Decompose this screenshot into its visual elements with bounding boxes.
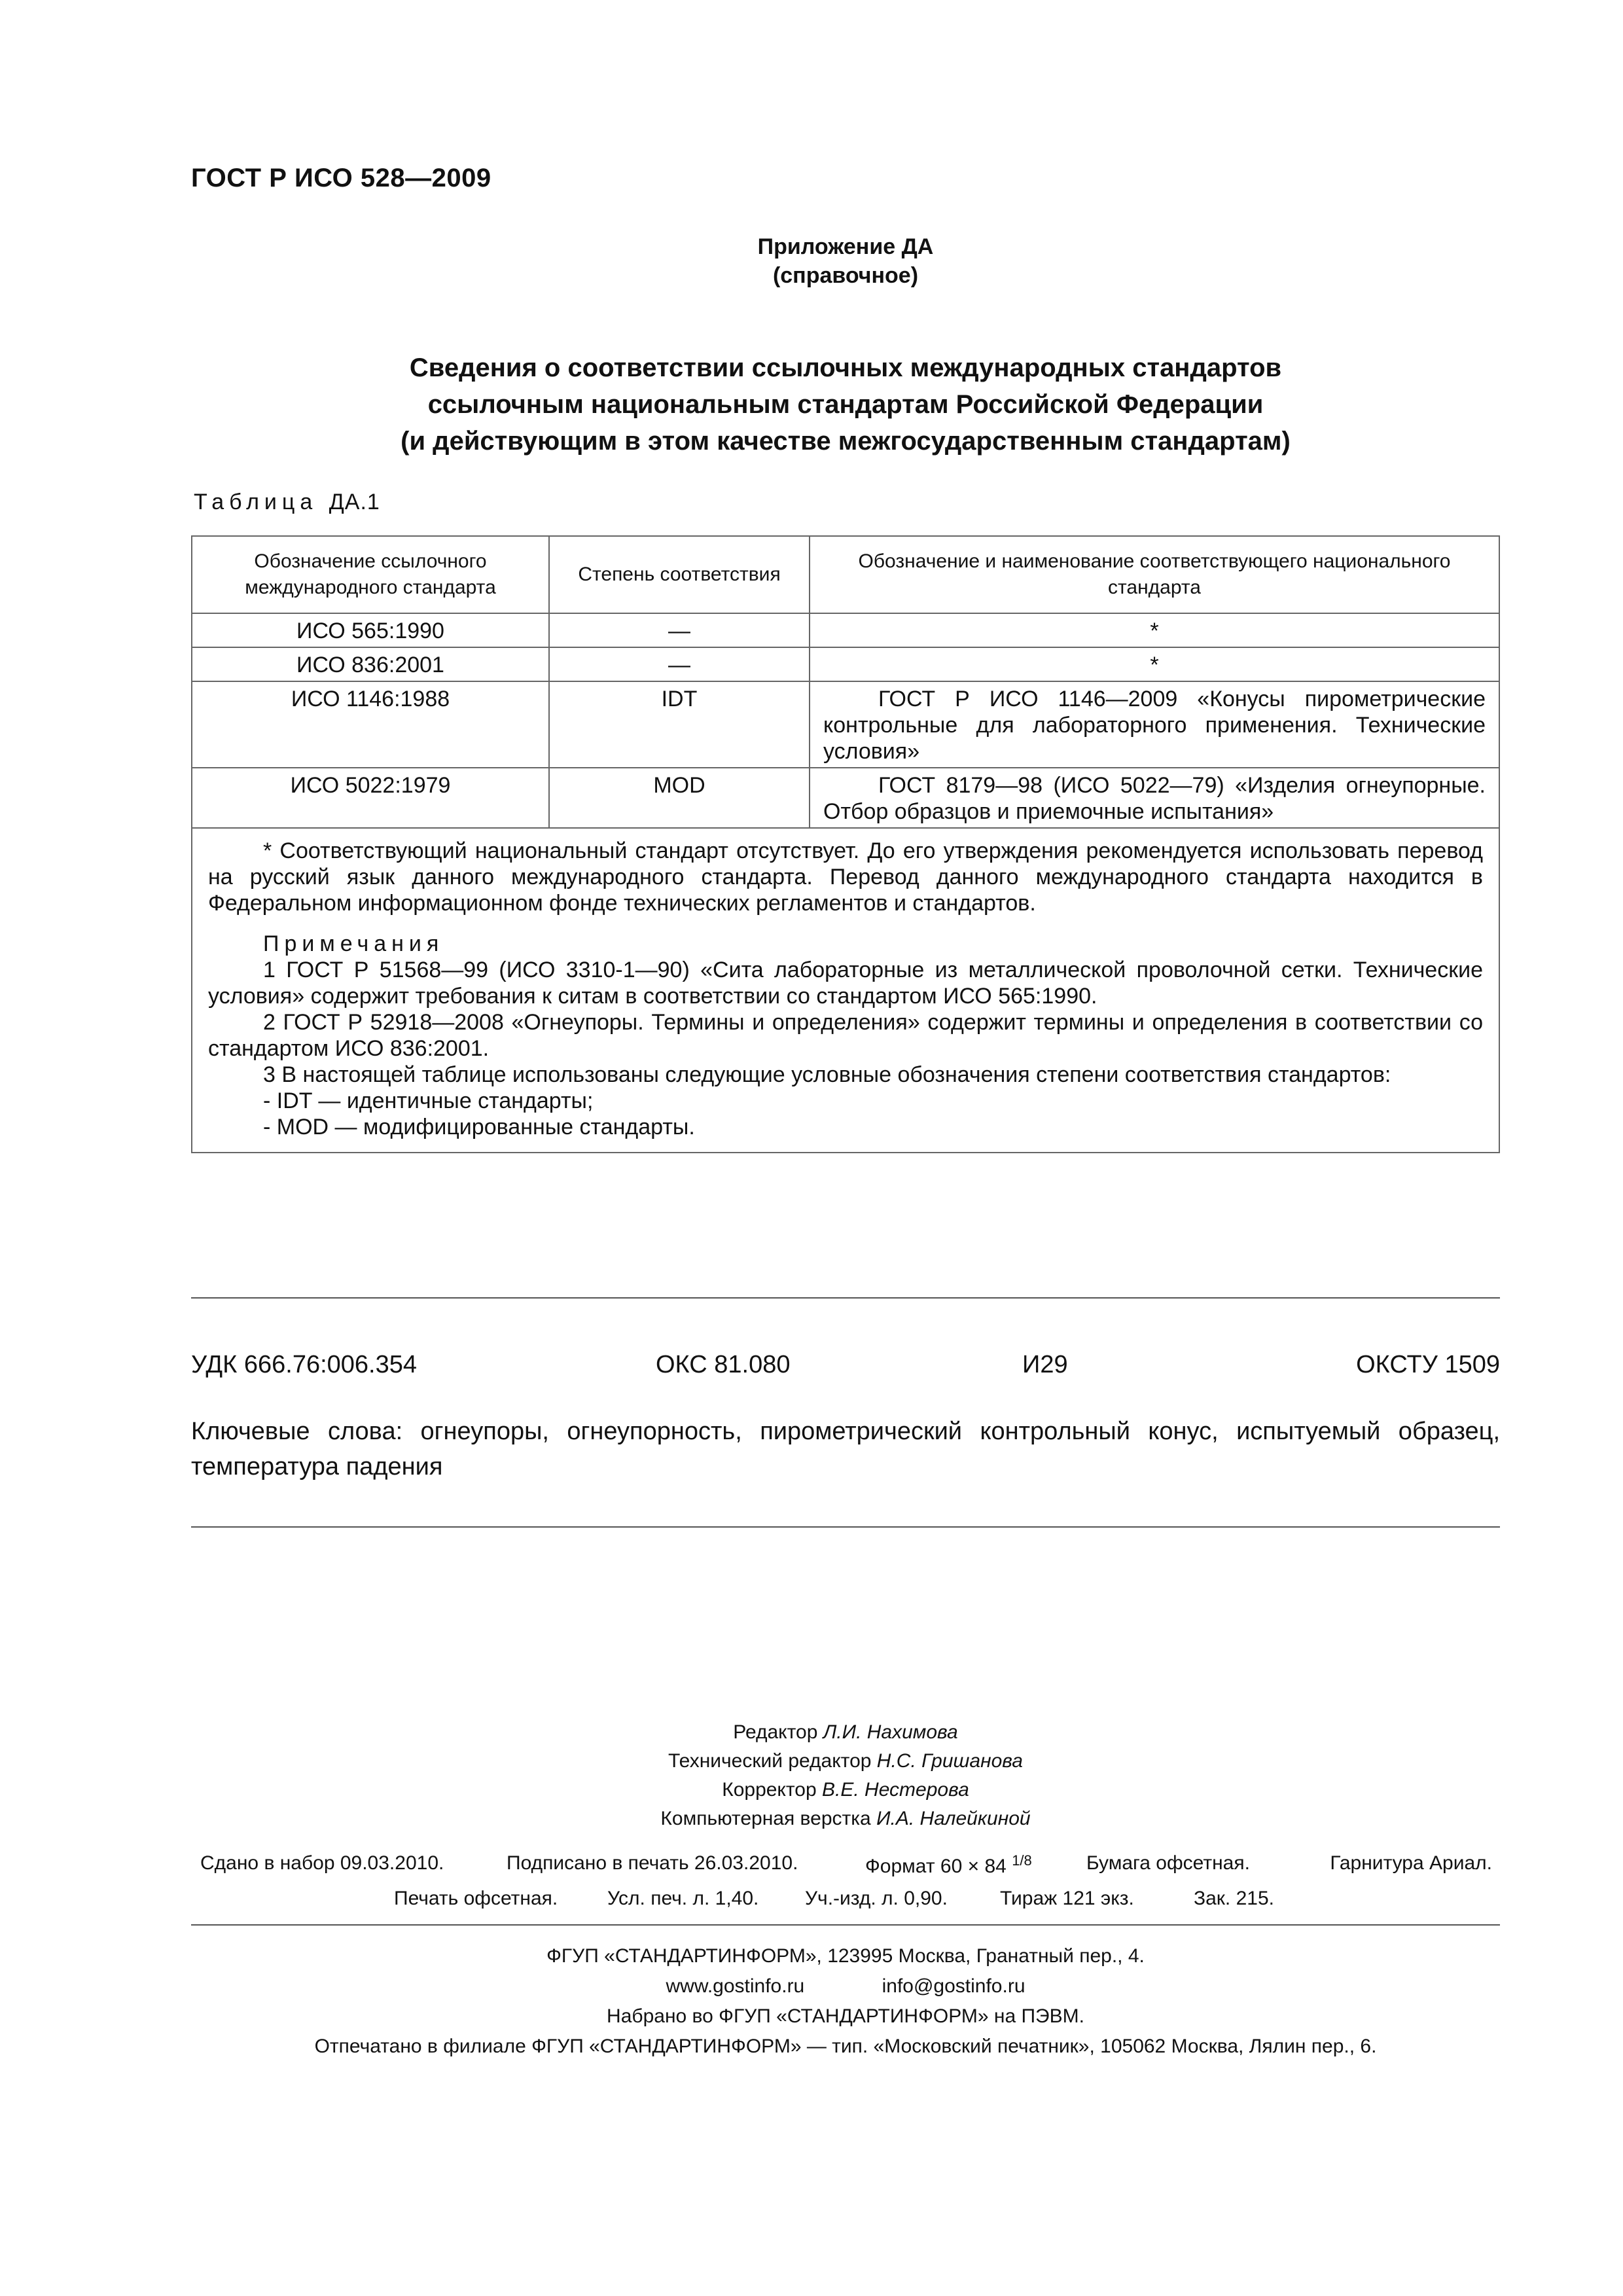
note-2: 2 ГОСТ Р 52918—2008 «Огнеупоры. Термины и определения» содержит термины и определения в соответствии со стандартом ИСО 836:2001. bbox=[208, 1010, 1483, 1061]
credit-role: Технический редактор bbox=[668, 1750, 872, 1772]
divider bbox=[191, 1924, 1500, 1926]
classifier-code: И29 bbox=[1022, 1351, 1068, 1378]
header-national-standard: Обозначение и наименование соответствующего национального стандарта bbox=[810, 536, 1499, 613]
cell-degree: — bbox=[668, 653, 690, 677]
cell-national: ГОСТ 8179—98 (ИСО 5022—79) «Изделия огнеупорные. Отбор образцов и приемочные испытания» bbox=[823, 773, 1486, 824]
credit-proofreader bbox=[191, 1775, 1500, 1805]
appendix-heading-line-1: Сведения о соответствии ссылочных международных стандартов bbox=[409, 353, 1282, 382]
cell-degree: MOD bbox=[653, 773, 705, 798]
notes-heading: Примечания bbox=[263, 931, 444, 956]
credit-name: В.Е. Нестерова bbox=[822, 1779, 969, 1801]
publisher-website[interactable]: www.gostinfo.ru bbox=[666, 1975, 805, 1997]
cell-national: * bbox=[1150, 619, 1159, 643]
header-degree: Степень соответствия bbox=[549, 536, 810, 613]
divider bbox=[191, 1526, 1500, 1528]
credit-tech-editor bbox=[191, 1746, 1500, 1776]
table-row bbox=[192, 613, 1499, 647]
credit-name: И.А. Налейкиной bbox=[876, 1808, 1031, 1829]
document-number: ГОСТ Р ИСО 528—2009 bbox=[191, 164, 491, 192]
credit-role: Компьютерная верстка bbox=[660, 1808, 871, 1829]
publisher-contacts bbox=[191, 1971, 1500, 2001]
okstu-code: ОКСТУ 1509 bbox=[1356, 1351, 1500, 1378]
typeface: Гарнитура Ариал. bbox=[1330, 1852, 1492, 1874]
signed-date: Подписано в печать 26.03.2010. bbox=[507, 1852, 798, 1874]
note-mod: - MOD — модифицированные стандарты. bbox=[263, 1115, 695, 1139]
appendix-title: Приложение ДА bbox=[757, 234, 934, 259]
correspondence-table bbox=[191, 535, 1500, 1153]
table-notes-row bbox=[192, 828, 1499, 1153]
typeset-info: Набрано во ФГУП «СТАНДАРТИНФОРМ» на ПЭВМ. bbox=[607, 2005, 1084, 2027]
cell-degree: — bbox=[668, 619, 690, 643]
credit-role: Редактор bbox=[733, 1721, 818, 1743]
cell-degree: IDT bbox=[661, 687, 698, 711]
udk-code: УДК 666.76:006.354 bbox=[191, 1351, 418, 1378]
cell-intl: ИСО 565:1990 bbox=[296, 619, 444, 643]
header-intl-standard: Обозначение ссылочного международного стандарта bbox=[192, 536, 549, 613]
cell-national: * bbox=[1150, 653, 1159, 677]
note-3: 3 В настоящей таблице использованы следующие условные обозначения степени соответствия стандартов: bbox=[263, 1062, 1391, 1087]
print-run: Тираж 121 экз. bbox=[1000, 1888, 1134, 1909]
table-notes bbox=[192, 829, 1499, 1152]
cell-intl: ИСО 5022:1979 bbox=[290, 773, 451, 798]
table-caption-prefix: Таблица bbox=[194, 490, 318, 514]
keywords: Ключевые слова: огнеупоры, огнеупорность, пирометрический контрольный конус, испытуемый образец, температура падения bbox=[191, 1418, 1500, 1480]
cell-intl: ИСО 836:2001 bbox=[296, 653, 444, 677]
printed-info: Отпечатано в филиале ФГУП «СТАНДАРТИНФОРМ» — тип. «Московский печатник», 105062 Москва, Лялин пер., 6. bbox=[314, 2036, 1377, 2057]
table-caption-number: ДА.1 bbox=[329, 490, 380, 514]
cell-intl: ИСО 1146:1988 bbox=[291, 687, 450, 711]
table-header-row bbox=[192, 536, 1499, 613]
appendix-subtitle: (справочное) bbox=[772, 263, 919, 288]
divider bbox=[191, 1297, 1500, 1299]
appendix-heading-line-3: (и действующим в этом качестве межгосударственным стандартам) bbox=[401, 427, 1291, 456]
paper-type: Бумага офсетная. bbox=[1086, 1852, 1250, 1874]
credit-editor bbox=[191, 1717, 1500, 1748]
publisher-email[interactable]: info@gostinfo.ru bbox=[882, 1975, 1026, 1997]
order-number: Зак. 215. bbox=[1194, 1888, 1274, 1909]
table-row bbox=[192, 647, 1499, 681]
credit-role: Корректор bbox=[722, 1779, 817, 1801]
edition-sheets: Уч.-изд. л. 0,90. bbox=[805, 1888, 948, 1909]
publisher-address: ФГУП «СТАНДАРТИНФОРМ», 123995 Москва, Гранатный пер., 4. bbox=[546, 1945, 1145, 1967]
cell-national: ГОСТ Р ИСО 1146—2009 «Конусы пирометрические контрольные для лабораторного применения. Технические условия» bbox=[823, 687, 1486, 764]
table-row bbox=[192, 768, 1499, 828]
credit-name: Н.С. Гришанова bbox=[876, 1750, 1023, 1772]
table-row bbox=[192, 681, 1499, 768]
credit-layout bbox=[191, 1804, 1500, 1834]
credit-name: Л.И. Нахимова bbox=[823, 1721, 958, 1743]
format-fraction: 1/8 bbox=[1012, 1852, 1032, 1869]
printed-sheets: Усл. печ. л. 1,40. bbox=[607, 1888, 759, 1909]
footnote: * Соответствующий национальный стандарт отсутствует. До его утверждения рекомендуется использовать перевод на русский язык данного международного стандарта. Перевод данного международного стандарта находится в Федеральном информационном фонде технических регламентов и стандартов. bbox=[208, 838, 1483, 916]
printing-type: Печать офсетная. bbox=[394, 1888, 558, 1909]
note-1: 1 ГОСТ Р 51568—99 (ИСО 3310-1—90) «Сита лабораторные из металлической проволочной сетки. Технические условия» содержит требования к ситам в соответствии со стандартом ИСО 565:1990. bbox=[208, 958, 1483, 1009]
submitted-date: Сдано в набор 09.03.2010. bbox=[200, 1852, 444, 1874]
format-label: Формат 60 × 84 bbox=[865, 1856, 1007, 1877]
paper-format bbox=[865, 1852, 1032, 1878]
note-idt: - IDT — идентичные стандарты; bbox=[263, 1088, 594, 1113]
table-caption bbox=[194, 490, 380, 515]
oks-code: ОКС 81.080 bbox=[656, 1351, 791, 1378]
appendix-heading-line-2: ссылочным национальным стандартам Российской Федерации bbox=[427, 390, 1264, 419]
